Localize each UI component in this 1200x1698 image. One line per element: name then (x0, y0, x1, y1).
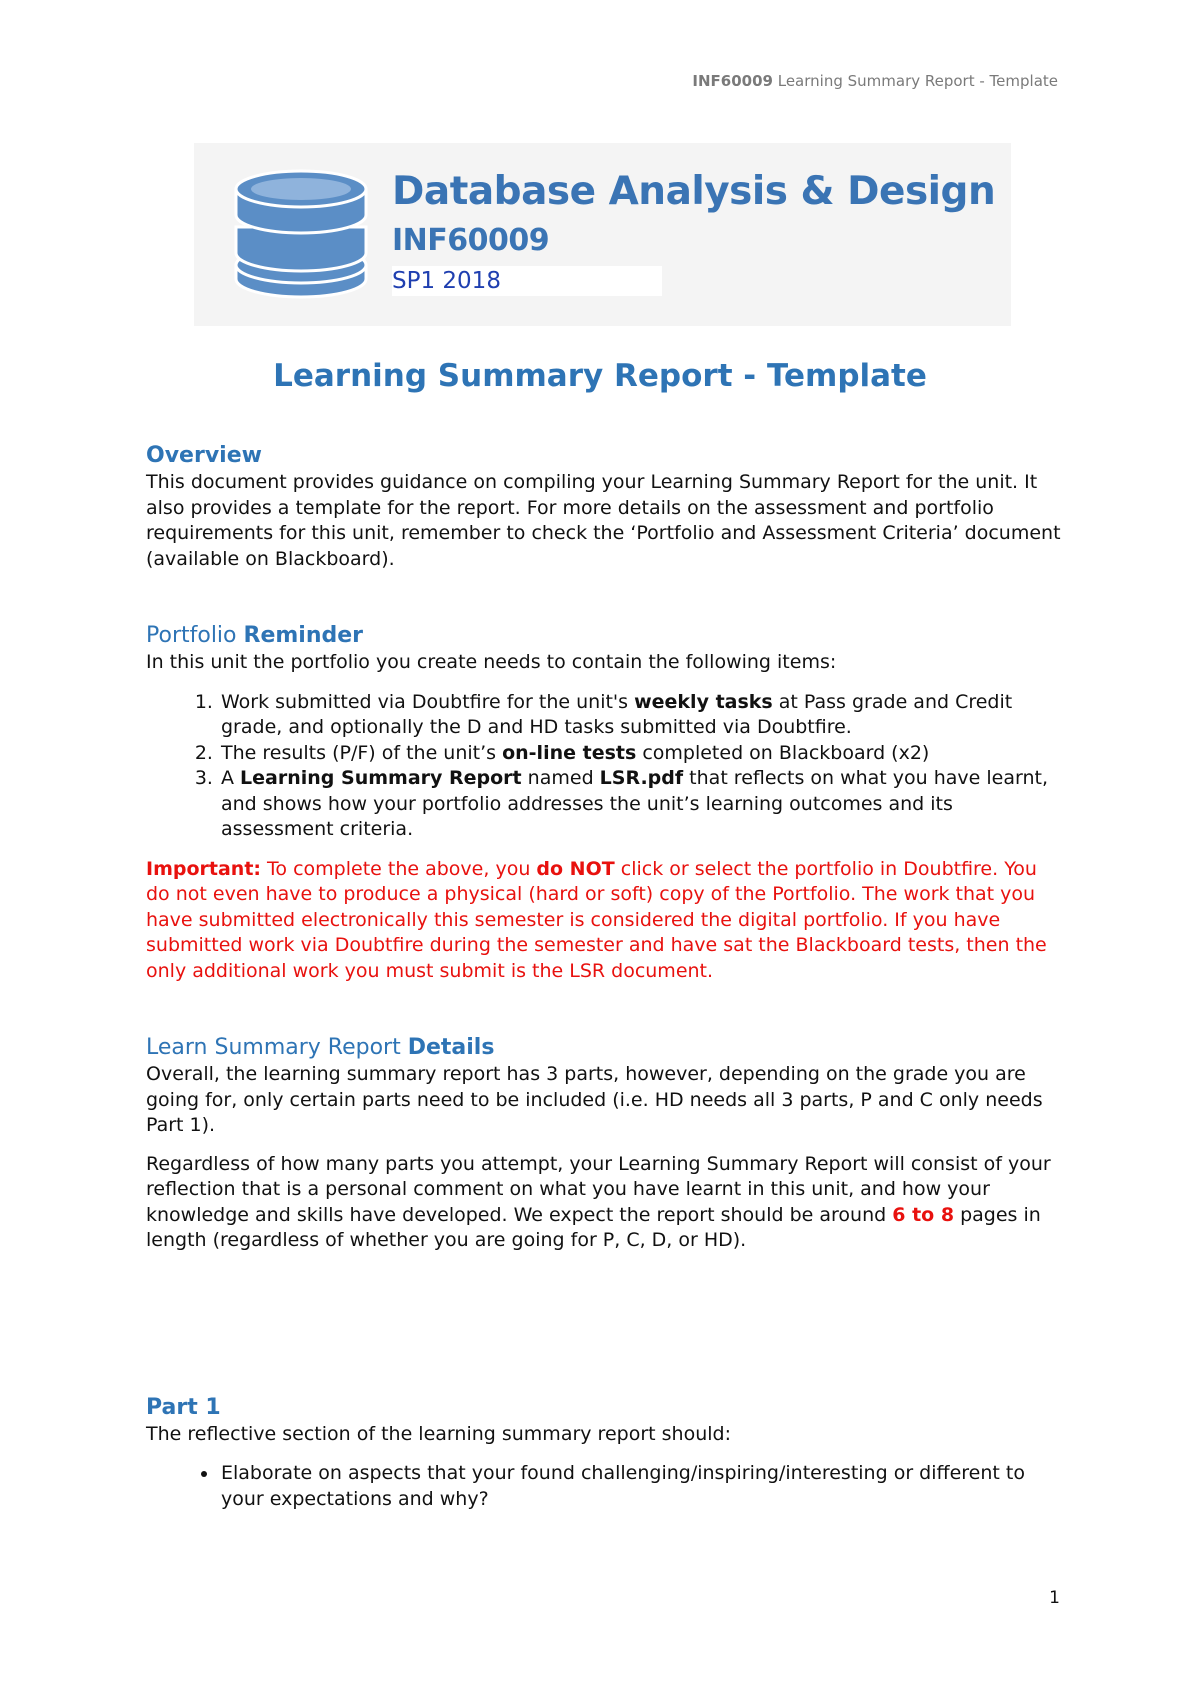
header-code: INF60009 (692, 72, 773, 90)
list-item: 3. A Learning Summary Report named LSR.pdf that reflects on what you have learnt, and shows how your portfolio addresses the unit’s learning outcomes and its assessment criteria. (219, 766, 1066, 843)
document-body (146, 442, 1066, 1526)
banner-unit-code: INF60009 (392, 223, 550, 258)
unit-banner (194, 143, 1011, 326)
part1-intro: The reflective section of the learning summary report should: (146, 1422, 731, 1445)
portfolio-items (146, 690, 1066, 843)
page-number: 1 (1049, 1588, 1060, 1608)
banner-semester: SP1 2018 (392, 266, 662, 296)
running-header (692, 72, 1058, 90)
list-item: 2. The results (P/F) of the unit’s on-line tests completed on Blackboard (x2) (219, 741, 1066, 767)
important-note: Important: To complete the above, you do NOT click or select the portfolio in Doubtfire. You do not even have to produce a physical (hard or soft) copy of the Portfolio. The work that you have submitted electronically this semester is considered the digital portfolio. If you have submitted work via Doubtfire during the semester and have sat the Blackboard tests, then the only additional work you must submit is the LSR document. (146, 857, 1047, 982)
portfolio-heading: Portfolio Reminder (146, 623, 364, 648)
document-title: Learning Summary Report - Template (273, 358, 927, 394)
details-paragraph-2: Regardless of how many parts you attempt, your Learning Summary Report will consist of your reflection that is a personal comment on what you have learnt in this unit, and how your knowledge and skills have developed. We expect the report should be around 6 to 8 pages in length (regardless of whether you are going for P, C, D, or HD). (146, 1152, 1051, 1251)
header-text: Learning Summary Report - Template (772, 72, 1058, 90)
overview-paragraph: This document provides guidance on compiling your Learning Summary Report for the unit. It also provides a template for the report. For more details on the assessment and portfolio requirements for this unit, remember to check the ‘Portfolio and Assessment Criteria’ document (available on Blackboard). (146, 471, 1061, 570)
overview-heading: Overview (146, 443, 262, 468)
list-item: • Elaborate on aspects that your found challenging/inspiring/interesting or different to your expectations and why? (219, 1461, 1066, 1512)
list-item: 1. Work submitted via Doubtfire for the unit's weekly tasks at Pass grade and Credit grade, and optionally the D and HD tasks submitted via Doubtfire. (219, 690, 1066, 741)
banner-title: Database Analysis & Design (392, 169, 996, 214)
portfolio-intro: In this unit the portfolio you create needs to contain the following items: (146, 651, 837, 673)
database-icon (226, 169, 376, 301)
details-paragraph-1: Overall, the learning summary report has 3 parts, however, depending on the grade you are going for, only certain parts need to be included (i.e. HD needs all 3 parts, P and C only needs Part 1). (146, 1063, 1043, 1136)
part1-heading: Part 1 (146, 1394, 221, 1420)
part1-bullets (146, 1461, 1066, 1512)
details-heading: Learn Summary Report Details (146, 1035, 495, 1060)
